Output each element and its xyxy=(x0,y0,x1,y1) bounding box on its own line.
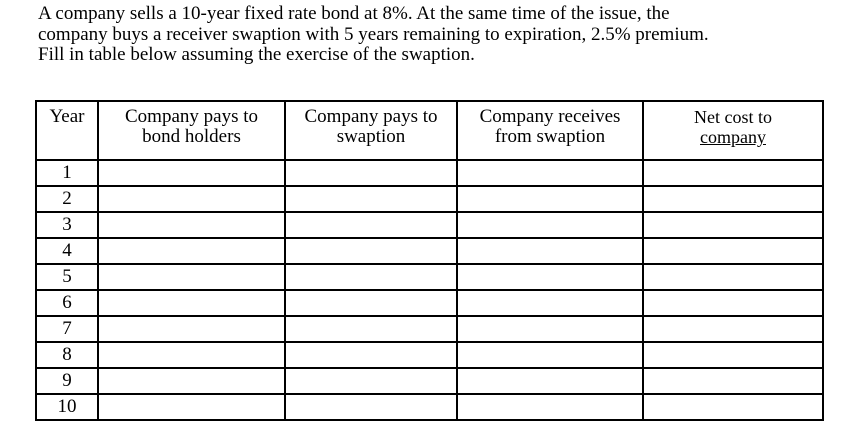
answer-cell[interactable] xyxy=(285,264,457,290)
answer-cell[interactable] xyxy=(643,394,823,420)
answer-cell[interactable] xyxy=(457,342,643,368)
table-row xyxy=(36,238,823,264)
year-cell: 8 xyxy=(36,342,98,368)
answer-cell[interactable] xyxy=(457,290,643,316)
answer-cell[interactable] xyxy=(457,368,643,394)
answer-cell[interactable] xyxy=(457,160,643,186)
header-company-receives-swaption: Company receives from swaption xyxy=(457,101,643,160)
answer-cell[interactable] xyxy=(98,394,285,420)
answer-cell[interactable] xyxy=(643,368,823,394)
answer-cell[interactable] xyxy=(285,186,457,212)
year-cell: 10 xyxy=(36,394,98,420)
table-header-row xyxy=(36,101,823,160)
question-line-3: Fill in table below assuming the exercise of the swaption. xyxy=(38,44,475,65)
answer-cell[interactable] xyxy=(98,160,285,186)
answer-cell[interactable] xyxy=(457,316,643,342)
answer-cell[interactable] xyxy=(457,238,643,264)
year-cell: 3 xyxy=(36,212,98,238)
year-cell: 1 xyxy=(36,160,98,186)
question-text xyxy=(38,4,848,66)
answer-cell[interactable] xyxy=(98,264,285,290)
table-row xyxy=(36,316,823,342)
answer-cell[interactable] xyxy=(643,186,823,212)
answer-cell[interactable] xyxy=(285,342,457,368)
table-row xyxy=(36,342,823,368)
answer-cell[interactable] xyxy=(643,264,823,290)
answer-cell[interactable] xyxy=(98,316,285,342)
year-cell: 5 xyxy=(36,264,98,290)
answer-cell[interactable] xyxy=(285,290,457,316)
answer-cell[interactable] xyxy=(285,394,457,420)
table-row xyxy=(36,394,823,420)
answer-cell[interactable] xyxy=(285,316,457,342)
year-cell: 7 xyxy=(36,316,98,342)
year-cell: 4 xyxy=(36,238,98,264)
answer-cell[interactable] xyxy=(643,316,823,342)
answer-cell[interactable] xyxy=(457,186,643,212)
answer-cell[interactable] xyxy=(98,238,285,264)
answer-cell[interactable] xyxy=(643,342,823,368)
answer-cell[interactable] xyxy=(643,290,823,316)
swaption-cash-flow-table xyxy=(35,100,824,421)
answer-cell[interactable] xyxy=(98,342,285,368)
header-year: Year xyxy=(36,101,98,160)
header-net-cost: Net cost to company xyxy=(643,101,823,160)
question-line-1: A company sells a 10-year fixed rate bond at 8%. At the same time of the issue, the xyxy=(38,3,670,24)
answer-cell[interactable] xyxy=(285,238,457,264)
answer-cell[interactable] xyxy=(643,212,823,238)
table-row xyxy=(36,160,823,186)
answer-cell[interactable] xyxy=(98,290,285,316)
table-body xyxy=(36,160,823,420)
answer-cell[interactable] xyxy=(457,212,643,238)
table-row xyxy=(36,186,823,212)
answer-cell[interactable] xyxy=(457,394,643,420)
table-row xyxy=(36,290,823,316)
year-cell: 9 xyxy=(36,368,98,394)
answer-cell[interactable] xyxy=(285,160,457,186)
year-cell: 6 xyxy=(36,290,98,316)
answer-cell[interactable] xyxy=(285,212,457,238)
header-company-pays-bond-holders: Company pays to bond holders xyxy=(98,101,285,160)
table-row xyxy=(36,368,823,394)
answer-cell[interactable] xyxy=(285,368,457,394)
answer-cell[interactable] xyxy=(98,186,285,212)
year-cell: 2 xyxy=(36,186,98,212)
question-line-2: company buys a receiver swaption with 5 years remaining to expiration, 2.5% premium. xyxy=(38,23,709,45)
answer-cell[interactable] xyxy=(643,238,823,264)
table-row xyxy=(36,212,823,238)
answer-cell[interactable] xyxy=(643,160,823,186)
answer-cell[interactable] xyxy=(98,212,285,238)
header-company-pays-swaption: Company pays to swaption xyxy=(285,101,457,160)
answer-cell[interactable] xyxy=(457,264,643,290)
answer-cell[interactable] xyxy=(98,368,285,394)
table-row xyxy=(36,264,823,290)
